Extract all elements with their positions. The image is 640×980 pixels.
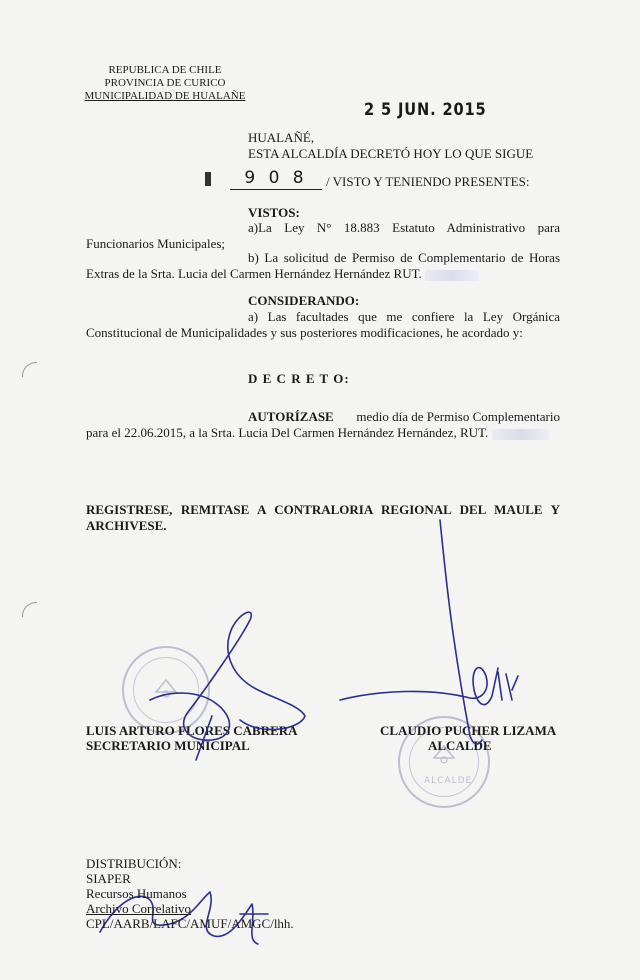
hole-punch-mark <box>205 172 211 186</box>
decree-number: 9 0 8 <box>230 167 322 190</box>
intro-line: ESTA ALCALDÍA DECRETÓ HOY LO QUE SIGUE <box>248 146 534 161</box>
vistos-b-line1: b) La solicitud de Permiso de Complementario de Horas <box>248 250 560 265</box>
redacted-rut-2 <box>492 429 550 440</box>
decreto-title: D E C R E T O: <box>248 371 350 386</box>
seal-stamp-secretary <box>122 646 210 734</box>
header-line-province: PROVINCIA DE CURICO <box>104 77 226 89</box>
vistos-a-line1: a)La Ley N° 18.883 Estatuto Administrativo para <box>248 220 560 235</box>
right-signatory-name: CLAUDIO PUCHER LIZAMA <box>380 723 557 738</box>
distribution-item: Recursos Humanos <box>86 886 187 901</box>
distribution-item: SIAPER <box>86 871 131 886</box>
seal-stamp-mayor-caption: ALCALDE <box>424 776 473 786</box>
vistos-b-line2 <box>86 266 479 282</box>
header-line-republic: REPUBLICA DE CHILE <box>108 64 222 76</box>
municipality-header <box>84 64 246 103</box>
left-signatory-title: SECRETARIO MUNICIPAL <box>86 738 250 753</box>
right-signatory-title: ALCALDE <box>428 738 492 753</box>
vistos-title: VISTOS: <box>248 205 300 220</box>
registrese-text: REGISTRESE, REMITASE A CONTRALORIA REGIONAL DEL MAULE Y ARCHIVESE. <box>86 502 560 533</box>
redacted-rut <box>425 270 479 281</box>
crest-icon <box>152 674 180 702</box>
intro-city: HUALAÑÉ, <box>248 130 315 145</box>
distribution-title: DISTRIBUCIÓN: <box>86 856 182 871</box>
considerando-a-line2: Constitucional de Municipalidades y sus posteriores modificaciones, he acordado y: <box>86 325 523 340</box>
visto-line: / VISTO Y TENIENDO PRESENTES: <box>326 174 530 189</box>
autorizase-line2 <box>86 425 550 441</box>
autorizase-line1 <box>248 409 560 425</box>
autorizase-line2-text: para el 22.06.2015, a la Srta. Lucia Del Carmen Hernández Hernández, RUT. <box>86 425 489 440</box>
signature-mayor <box>340 668 518 705</box>
autorizase-rest: medio día de Permiso Complementario <box>356 409 560 424</box>
margin-mark-bottom <box>22 602 37 617</box>
header-line-municipality: MUNICIPALIDAD DE HUALAÑE <box>84 90 246 102</box>
distribution-initials: CPL/AARB/LAFC/AMUF/AMGC/lhh. <box>86 916 294 931</box>
vistos-b-line2-text: Extras de la Srta. Lucia del Carmen Hernández Hernández RUT. <box>86 266 422 281</box>
distribution-item: Archivo Correlativo <box>86 901 192 916</box>
autorizase-keyword: AUTORÍZASE <box>248 409 334 424</box>
vistos-a-line2: Funcionarios Municipales; <box>86 236 226 251</box>
considerando-title: CONSIDERANDO: <box>248 293 360 308</box>
considerando-a-line1: a) Las facultades que me confiere la Ley Orgánica <box>248 309 560 324</box>
date-stamp: 2 5 JUN. 2015 <box>364 100 487 120</box>
margin-mark-top <box>22 362 37 377</box>
left-signatory-name: LUIS ARTURO FLORES CABRERA <box>86 723 298 738</box>
